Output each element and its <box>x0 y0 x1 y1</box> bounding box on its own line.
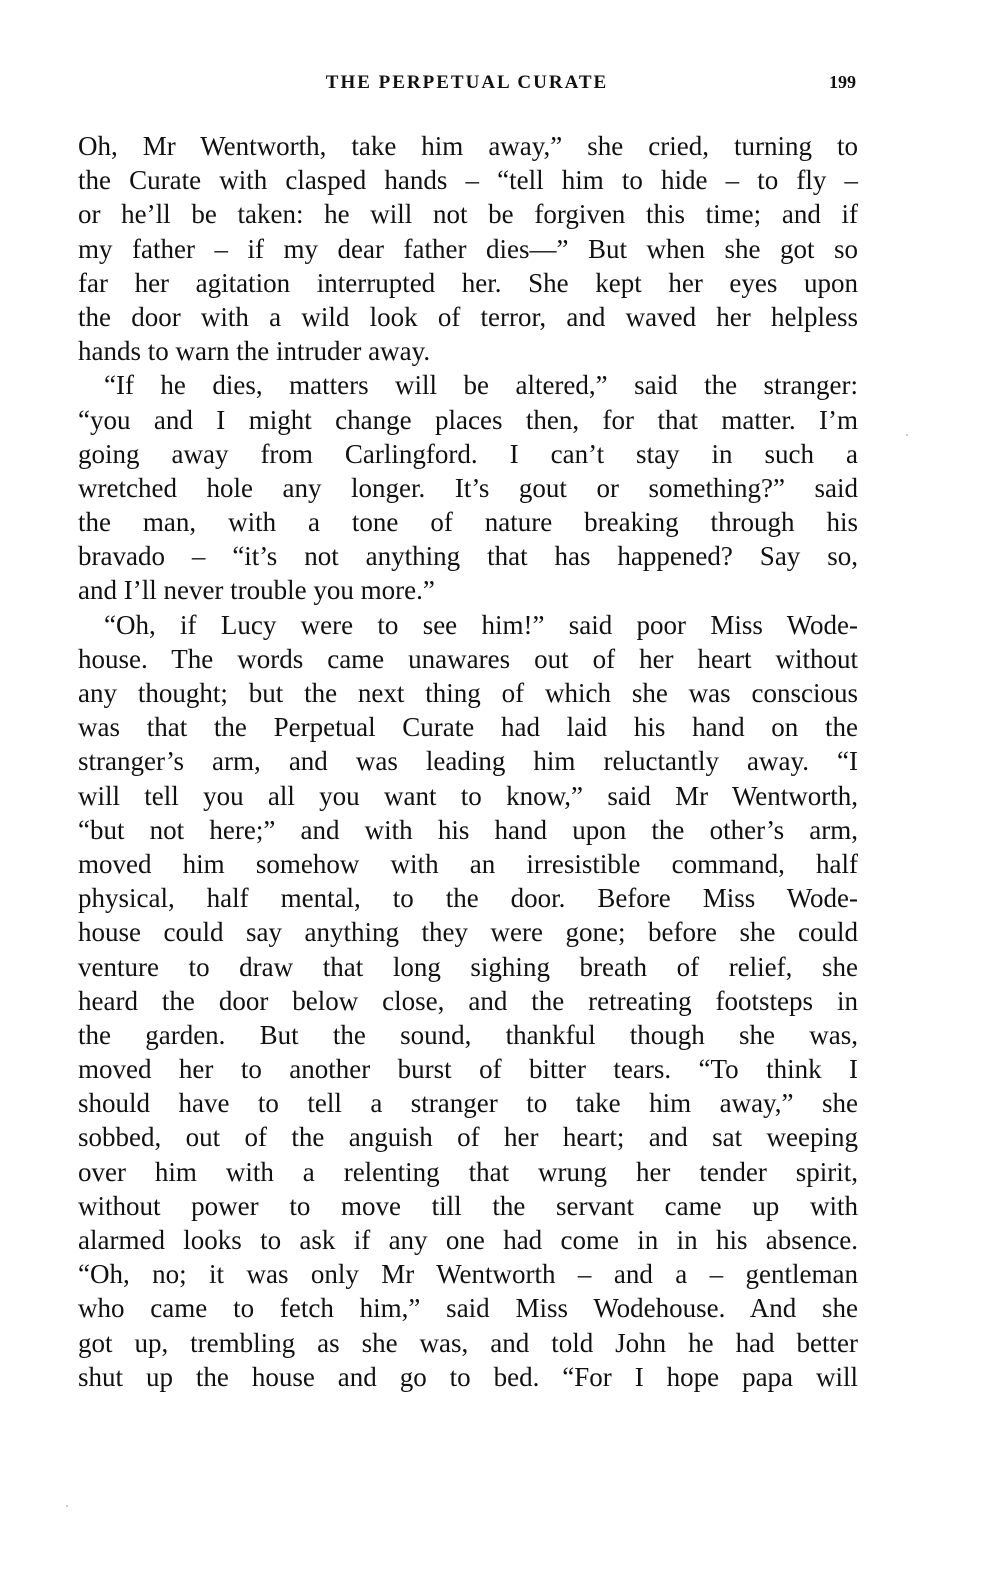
text-line: wretched hole any longer. It’s gout or something?” said <box>78 472 858 503</box>
text-line: venture to draw that long sighing breath of relief, she <box>78 951 858 982</box>
text-line: who came to fetch him,” said Miss Wodehouse. And she <box>78 1293 858 1324</box>
text-line: going away from Carlingford. I can’t stay in such a <box>78 438 858 469</box>
text-line: the Curate with clasped hands – “tell him to hide – to fly – <box>78 165 858 196</box>
text-line: the door with a wild look of terror, and waved her helpless <box>78 301 858 332</box>
text-line: and I’ll never trouble you more.” <box>78 575 435 606</box>
text-line: Oh, Mr Wentworth, take him away,” she cried, turning to <box>78 131 858 161</box>
text-line: will tell you all you want to know,” said Mr Wentworth, <box>78 780 858 811</box>
text-line: the garden. But the sound, thankful though she was, <box>78 1019 858 1050</box>
text-line: house could say anything they were gone; before she could <box>78 917 858 948</box>
text-line: “Oh, if Lucy were to see him!” said poor Miss Wode- <box>104 609 858 640</box>
running-head <box>78 72 856 100</box>
text-line: physical, half mental, to the door. Before Miss Wode- <box>78 883 858 914</box>
text-line: sobbed, out of the anguish of her heart; and sat weeping <box>78 1122 858 1153</box>
text-line: house. The words came unawares out of her heart without <box>78 643 858 674</box>
text-line: shut up the house and go to bed. “For I hope papa will <box>78 1361 858 1392</box>
text-line: or he’ll be taken: he will not be forgiven this time; and if <box>78 199 858 230</box>
text-line: any thought; but the next thing of which she was conscious <box>78 678 858 708</box>
page-number: 199 <box>829 72 856 92</box>
text-line: got up, trembling as she was, and told John he had better <box>78 1327 858 1358</box>
text-line: should have to tell a stranger to take him away,” she <box>78 1088 858 1119</box>
text-line: moved her to another burst of bitter tears. “To think I <box>78 1054 858 1085</box>
text-line: “you and I might change places then, for that matter. I’m <box>78 404 858 435</box>
scan-speck <box>906 434 908 436</box>
text-line: “but not here;” and with his hand upon the other’s arm, <box>78 814 858 845</box>
text-line: my father – if my dear father dies—” But when she got so <box>78 233 858 264</box>
scan-speck <box>66 1505 68 1507</box>
text-line: the man, with a tone of nature breaking through his <box>78 507 858 538</box>
text-line: over him with a relenting that wrung her tender spirit, <box>78 1156 858 1187</box>
text-line: without power to move till the servant came up with <box>78 1190 858 1221</box>
text-line: far her agitation interrupted her. She kept her eyes upon <box>78 267 858 298</box>
text-line: bravado – “it’s not anything that has happened? Say so, <box>78 541 858 572</box>
text-line: hands to warn the intruder away. <box>78 336 431 367</box>
text-line: stranger’s arm, and was leading him reluctantly away. “I <box>78 746 858 777</box>
running-title: THE PERPETUAL CURATE <box>325 72 609 93</box>
text-line: “If he dies, matters will be altered,” said the stranger: <box>104 370 858 401</box>
text-line: moved him somehow with an irresistible command, half <box>78 848 858 879</box>
text-line: alarmed looks to ask if any one had come in in his absence. <box>78 1225 858 1255</box>
text-body <box>78 129 858 1394</box>
text-line: was that the Perpetual Curate had laid his hand on the <box>78 712 858 743</box>
text-line: “Oh, no; it was only Mr Wentworth – and a – gentleman <box>78 1259 858 1290</box>
text-line: heard the door below close, and the retreating footsteps in <box>78 985 858 1016</box>
